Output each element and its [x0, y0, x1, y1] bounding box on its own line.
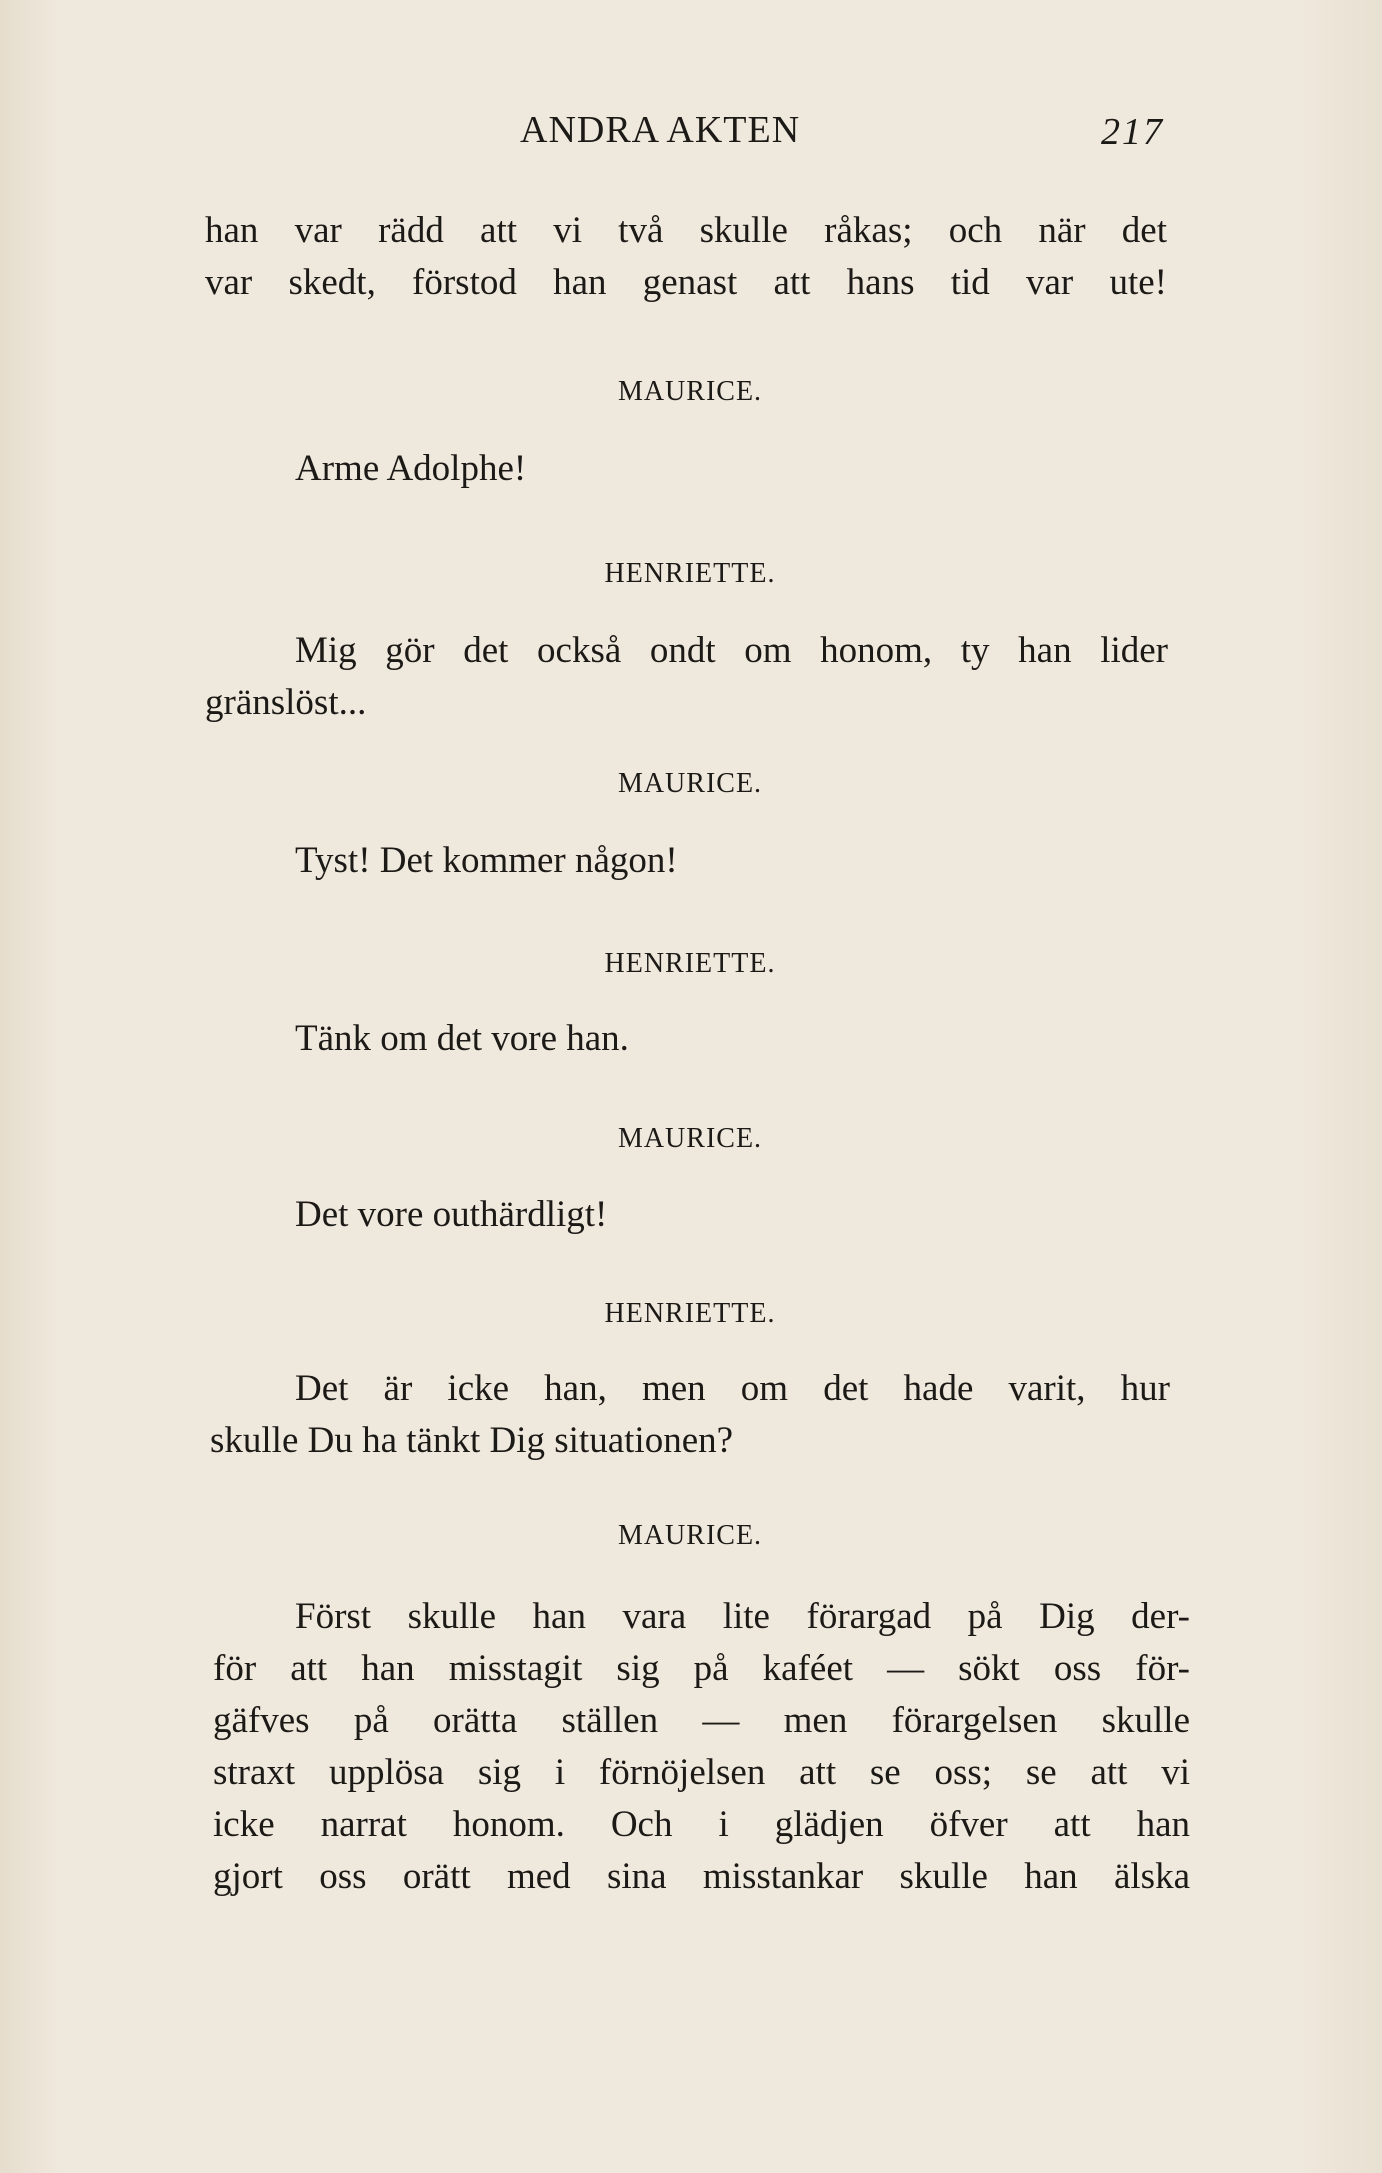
- text-line: Tyst! Det kommer någon!: [295, 840, 678, 881]
- text-line: gjort oss orätt med sina misstankar skulle han älska: [213, 1856, 1190, 1897]
- text-line: Tänk om det vore han.: [295, 1018, 629, 1059]
- page-number: 217: [1101, 111, 1164, 153]
- speaker-name: HENRIETTE.: [604, 948, 776, 979]
- speaker-name: MAURICE.: [617, 1520, 763, 1551]
- speaker-name: MAURICE.: [617, 1123, 763, 1154]
- text-line: gäfves på orätta ställen — men förargelsen skulle: [213, 1700, 1190, 1741]
- text-line: Mig gör det också ondt om honom, ty han lider: [295, 630, 1168, 671]
- running-head: ANDRA AKTEN: [520, 109, 801, 151]
- speaker-name: HENRIETTE.: [604, 558, 776, 589]
- text-line: han var rädd att vi två skulle råkas; och när det: [205, 210, 1167, 251]
- text-line: Arme Adolphe!: [295, 448, 527, 489]
- text-line: Det vore outhärdligt!: [295, 1194, 608, 1235]
- text-line: gränslöst...: [205, 682, 367, 723]
- text-line: var skedt, förstod han genast att hans tid var ute!: [205, 262, 1167, 303]
- speaker-name: MAURICE.: [617, 768, 763, 799]
- text-line: skulle Du ha tänkt Dig situationen?: [210, 1420, 734, 1461]
- text-line: straxt upplösa sig i förnöjelsen att se oss; se att vi: [213, 1752, 1190, 1793]
- text-line: Det är icke han, men om det hade varit, hur: [295, 1368, 1170, 1409]
- text-line: Först skulle han vara lite förargad på Dig der-: [295, 1596, 1190, 1637]
- text-line: icke narrat honom. Och i glädjen öfver att han: [213, 1804, 1190, 1845]
- speaker-name: MAURICE.: [617, 376, 763, 407]
- text-line: för att han misstagit sig på kaféet — sökt oss för-: [213, 1648, 1190, 1689]
- speaker-name: HENRIETTE.: [604, 1298, 776, 1329]
